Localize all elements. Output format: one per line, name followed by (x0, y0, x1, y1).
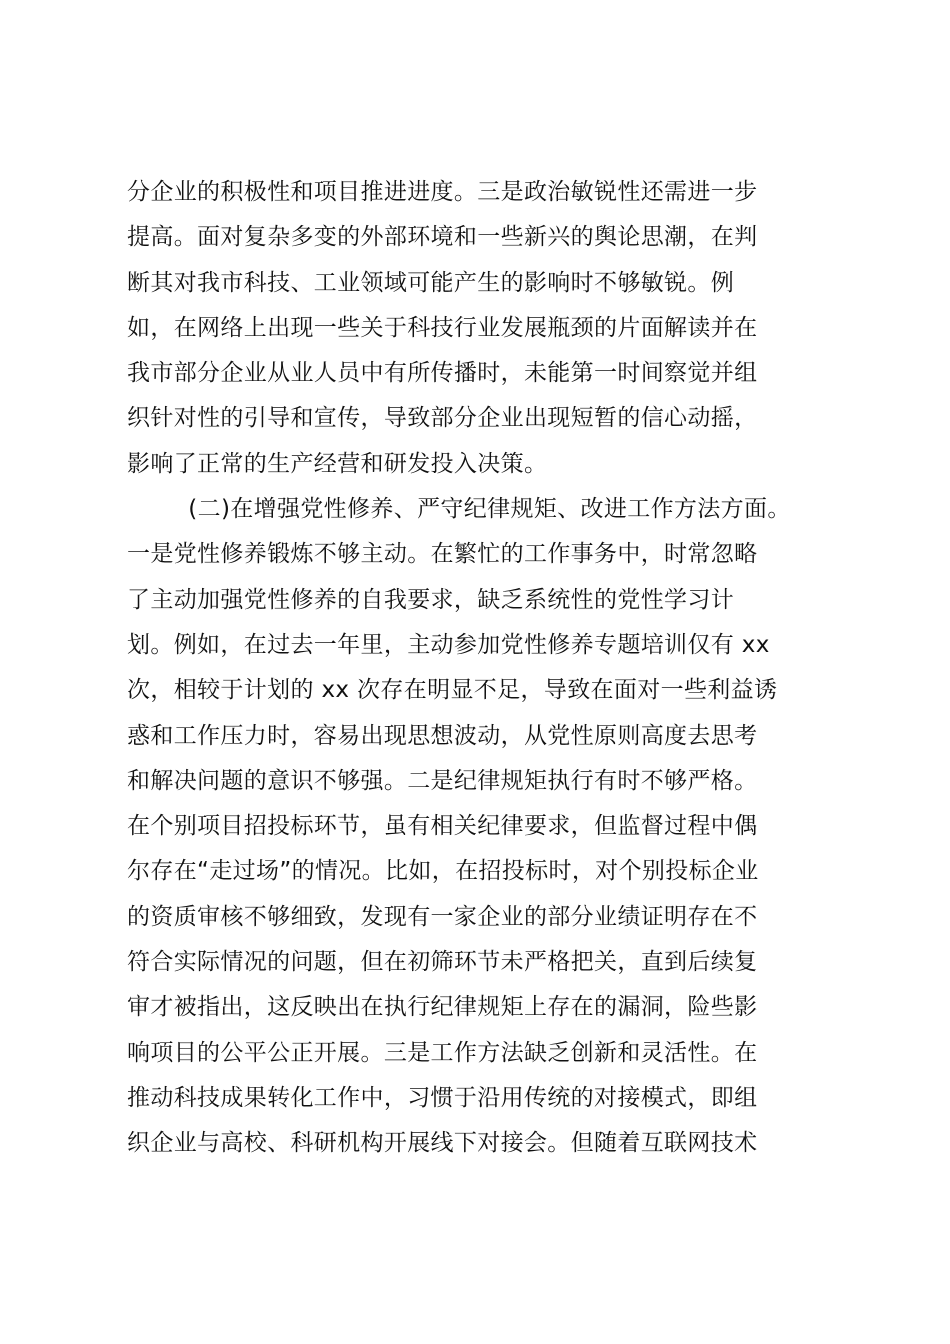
section-heading-line: (二)在增强党性修养、严守纪律规矩、改进工作方法方面。 (127, 496, 791, 523)
text-line: 响项目的公平公正开展。三是工作方法缺乏创新和灵活性。在 (127, 1039, 758, 1066)
text-line: 符合实际情况的问题，但在初筛环节未严格把关，直到后续复 (127, 949, 758, 976)
text-line: 如，在网络上出现一些关于科技行业发展瓶颈的片面解读并在 (127, 314, 758, 341)
text-line: 推动科技成果转化工作中，习惯于沿用传统的对接模式，即组 (127, 1084, 758, 1111)
text-line: 织针对性的引导和宣传，导致部分企业出现短暂的信心动摇， (127, 405, 758, 432)
text-line: 我市部分企业从业人员中有所传播时，未能第一时间察觉并组 (127, 360, 758, 387)
text-line: 影响了正常的生产经营和研发投入决策。 (127, 450, 548, 477)
text-line: 织企业与高校、科研机构开展线下对接会。但随着互联网技术 (127, 1130, 758, 1157)
text-line: 一是党性修养锻炼不够主动。在繁忙的工作事务中，时常忽略 (127, 541, 758, 568)
text-line: 划。例如，在过去一年里，主动参加党性修养专题培训仅有 xx (127, 631, 770, 658)
text-line: 尔存在“走过场”的情况。比如，在招投标时，对个别投标企业 (127, 858, 759, 885)
text-line: 断其对我市科技、工业领域可能产生的影响时不够敏锐。例 (127, 269, 735, 296)
text-line: 在个别项目招投标环节，虽有相关纪律要求，但监督过程中偶 (127, 813, 758, 840)
text-line: 审才被指出，这反映出在执行纪律规矩上存在的漏洞，险些影 (127, 994, 758, 1021)
text-line: 分企业的积极性和项目推进进度。三是政治敏锐性还需进一步 (127, 179, 758, 205)
text-line: 的资质审核不够细致，发现有一家企业的部分业绩证明存在不 (127, 903, 758, 930)
text-line: 次，相较于计划的 xx 次存在明显不足，导致在面对一些利益诱 (127, 677, 778, 704)
body-text (127, 170, 847, 1167)
text-line: 和解决问题的意识不够强。二是纪律规矩执行有时不够严格。 (127, 767, 758, 794)
text-line: 惑和工作压力时，容易出现思想波动，从党性原则高度去思考 (127, 722, 758, 749)
text-line: 了主动加强党性修养的自我要求，缺乏系统性的党性学习计 (127, 586, 735, 613)
text-line: 提高。面对复杂多变的外部环境和一些新兴的舆论思潮，在判 (127, 224, 758, 251)
